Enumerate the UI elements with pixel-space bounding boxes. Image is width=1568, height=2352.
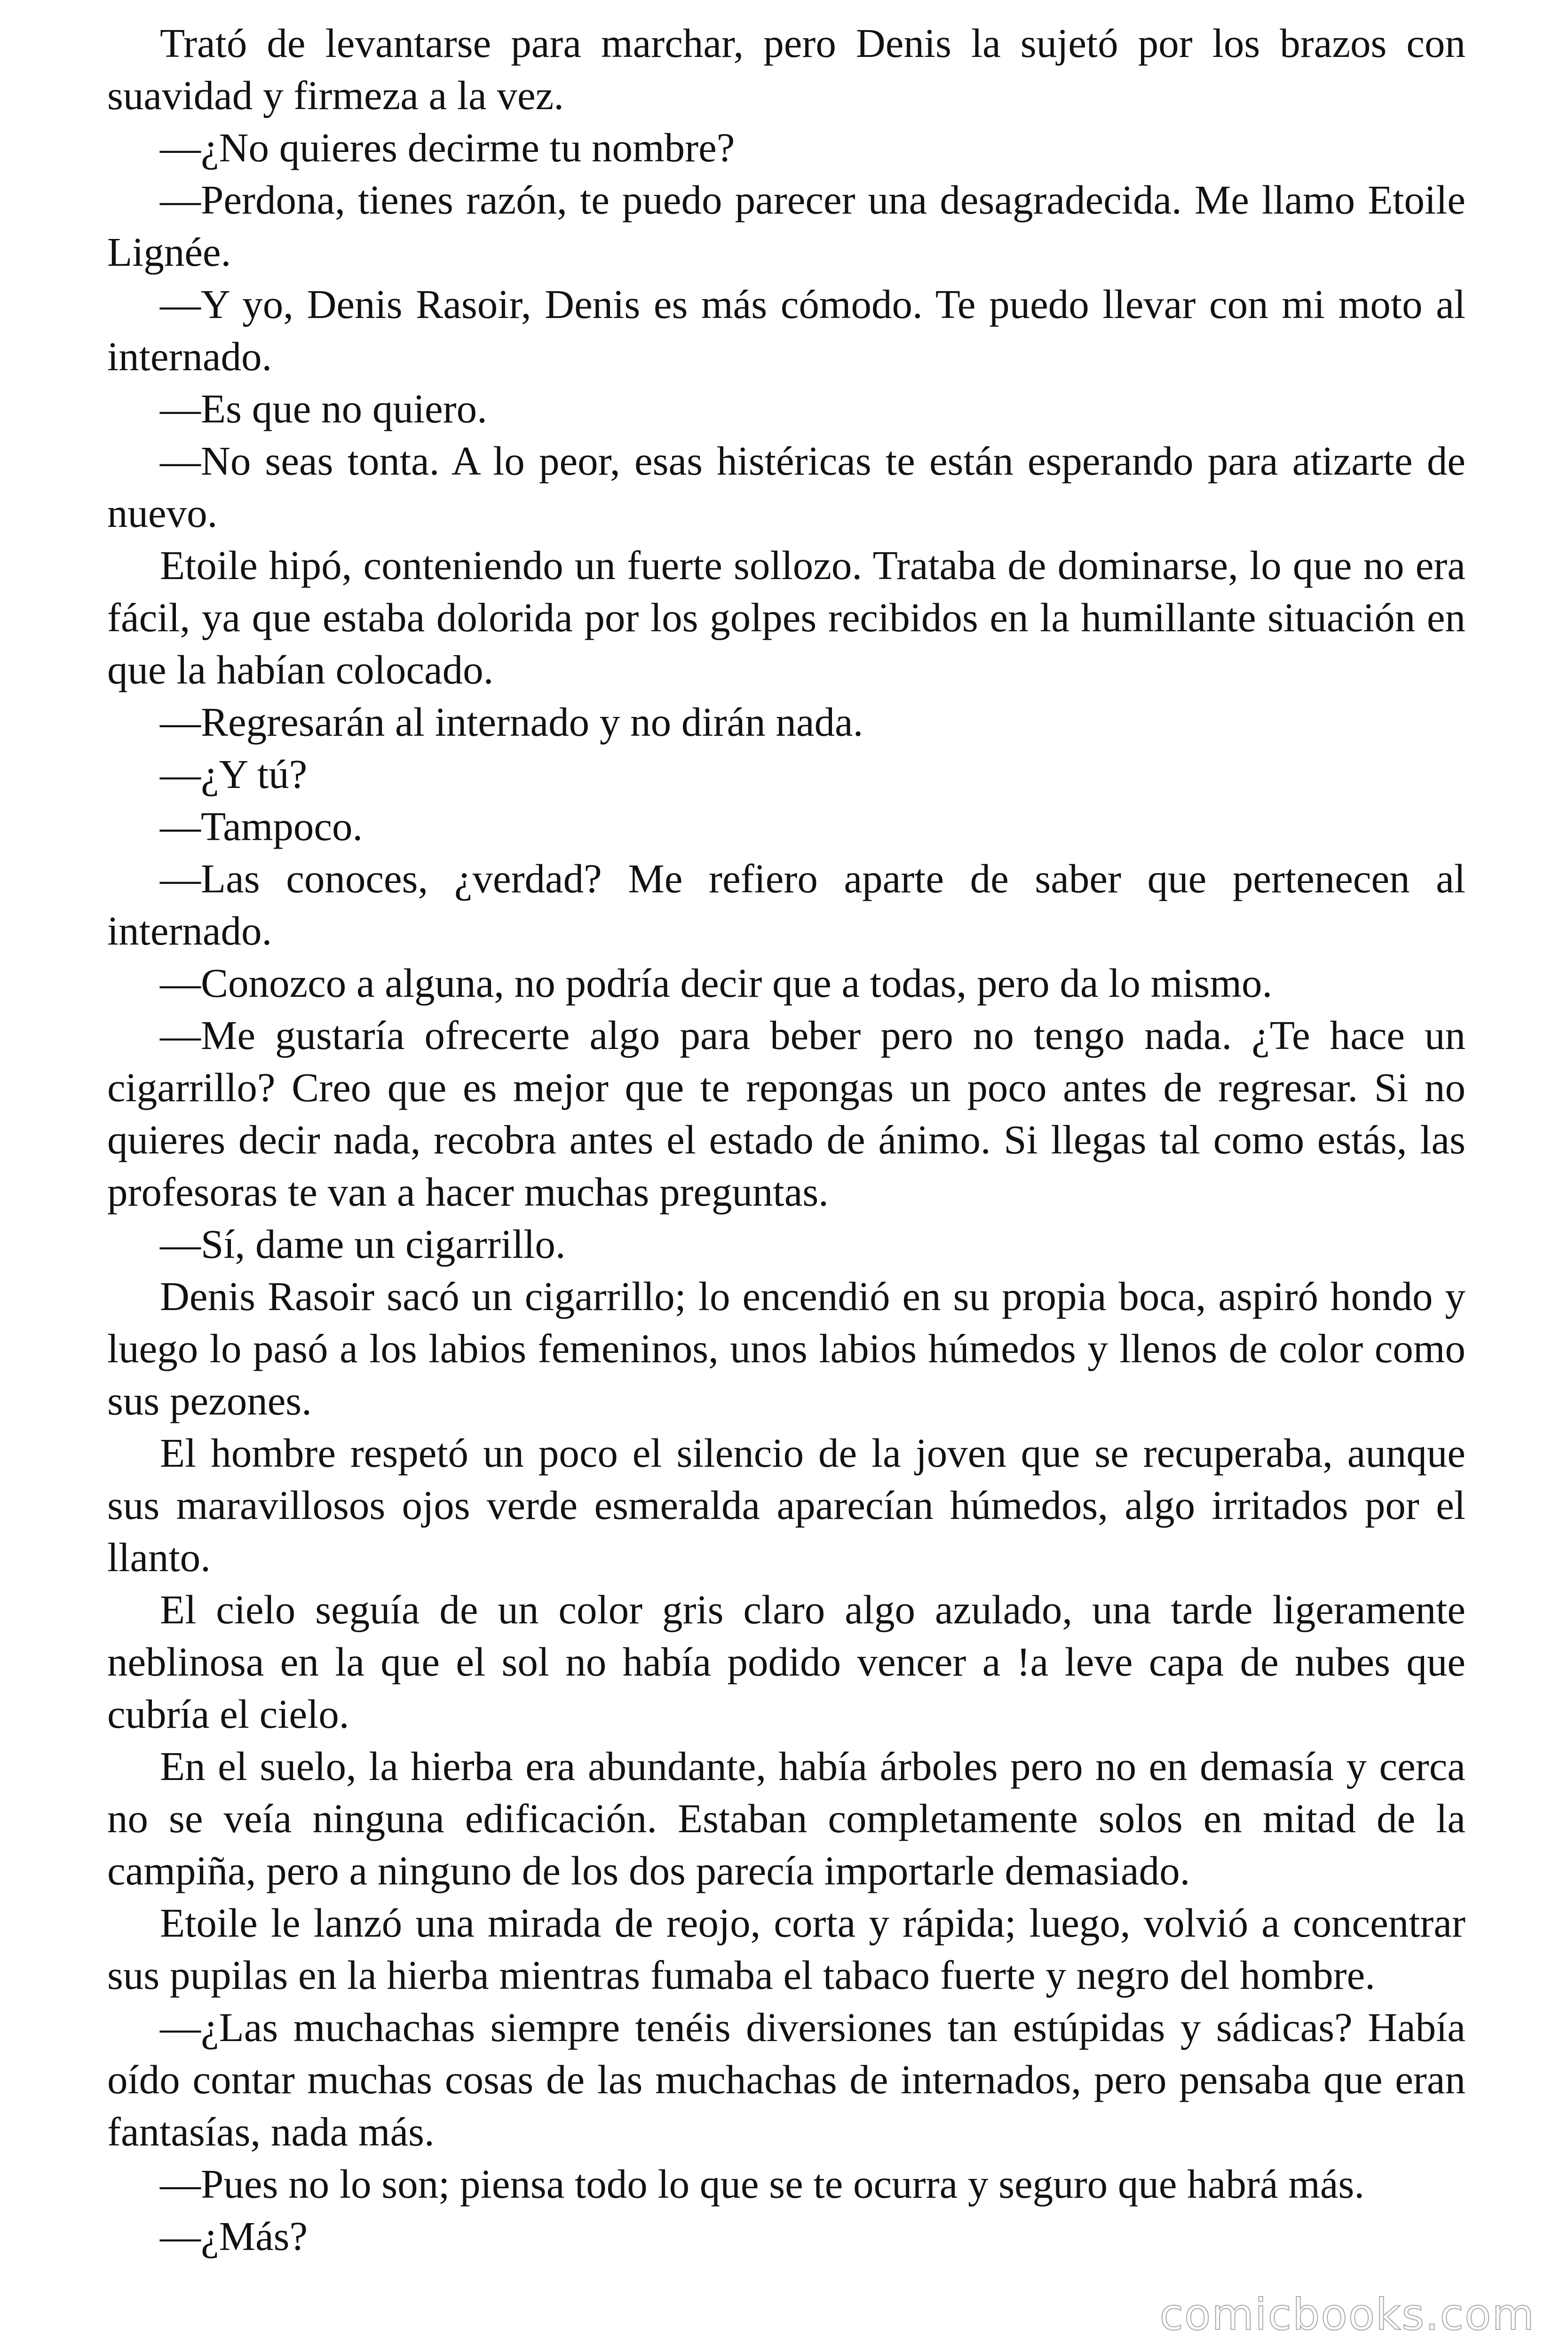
paragraph: —No seas tonta. A lo peor, esas histéricas te están esperando para atizarte de nuevo.: [107, 438, 1465, 536]
paragraph: En el suelo, la hierba era abundante, había árboles pero no en demasía y cerca no se veía ninguna edificación. Estaban completamente solos en mitad de la campiña, pero a ninguno de los dos parecía importarle demasiado.: [107, 1743, 1465, 1893]
paragraph: —Sí, dame un cigarrillo.: [160, 1221, 566, 1267]
paragraph: —¿Y tú?: [160, 751, 308, 797]
paragraph: —Las conoces, ¿verdad? Me refiero aparte de saber que pertenecen al internado.: [107, 856, 1465, 954]
watermark: comicbooks.com: [1159, 2289, 1535, 2340]
paragraph: Etoile le lanzó una mirada de reojo, corta y rápida; luego, volvió a concentrar sus pupilas en la hierba mientras fumaba el tabaco fuerte y negro del hombre.: [107, 1900, 1465, 1998]
paragraph: —Me gustaría ofrecerte algo para beber pero no tengo nada. ¿Te hace un cigarrillo? Creo que es mejor que te repongas un poco antes de regresar. Si no quieres decir nada, recobra antes el estado de ánimo. Si llegas tal como estás, las profesoras te van a hacer muchas preguntas.: [107, 1012, 1465, 1215]
paragraph: —Conozco a alguna, no podría decir que a todas, pero da lo mismo.: [160, 960, 1273, 1006]
paragraph: —Pues no lo son; piensa todo lo que se te ocurra y seguro que habrá más.: [160, 2161, 1365, 2207]
page-body: [107, 17, 1465, 2262]
paragraph: Etoile hipó, conteniendo un fuerte sollozo. Trataba de dominarse, lo que no era fácil, ya que estaba dolorida por los golpes recibidos en la humillante situación en que la habían colocado.: [107, 542, 1465, 692]
paragraph: —¿Las muchachas siempre tenéis diversiones tan estúpidas y sádicas? Había oído contar muchas cosas de las muchachas de internados, pero pensaba que eran fantasías, nada más.: [107, 2004, 1465, 2154]
paragraph: Denis Rasoir sacó un cigarrillo; lo encendió en su propia boca, aspiró hondo y luego lo pasó a los labios femeninos, unos labios húmedos y llenos de color como sus pezones.: [107, 1273, 1465, 1423]
paragraph: —¿No quieres decirme tu nombre?: [160, 125, 735, 170]
paragraph: El cielo seguía de un color gris claro algo azulado, una tarde ligeramente neblinosa en la que el sol no había podido vencer a !a leve capa de nubes que cubría el cielo.: [107, 1587, 1465, 1737]
paragraph: —Y yo, Denis Rasoir, Denis es más cómodo. Te puedo llevar con mi moto al internado.: [107, 281, 1465, 379]
paragraph: El hombre respetó un poco el silencio de la joven que se recuperaba, aunque sus maravillosos ojos verde esmeralda aparecían húmedos, algo irritados por el llanto.: [107, 1430, 1465, 1580]
paragraph: —Es que no quiero.: [160, 386, 487, 431]
paragraph: —Regresarán al internado y no dirán nada.: [160, 699, 863, 745]
paragraph: —¿Más?: [160, 2213, 308, 2259]
paragraph: —Perdona, tienes razón, te puedo parecer una desagradecida. Me llamo Etoile Lignée.: [107, 177, 1465, 275]
paragraph: —Tampoco.: [160, 803, 363, 849]
paragraph: Trató de levantarse para marchar, pero Denis la sujetó por los brazos con suavidad y firmeza a la vez.: [107, 20, 1465, 118]
